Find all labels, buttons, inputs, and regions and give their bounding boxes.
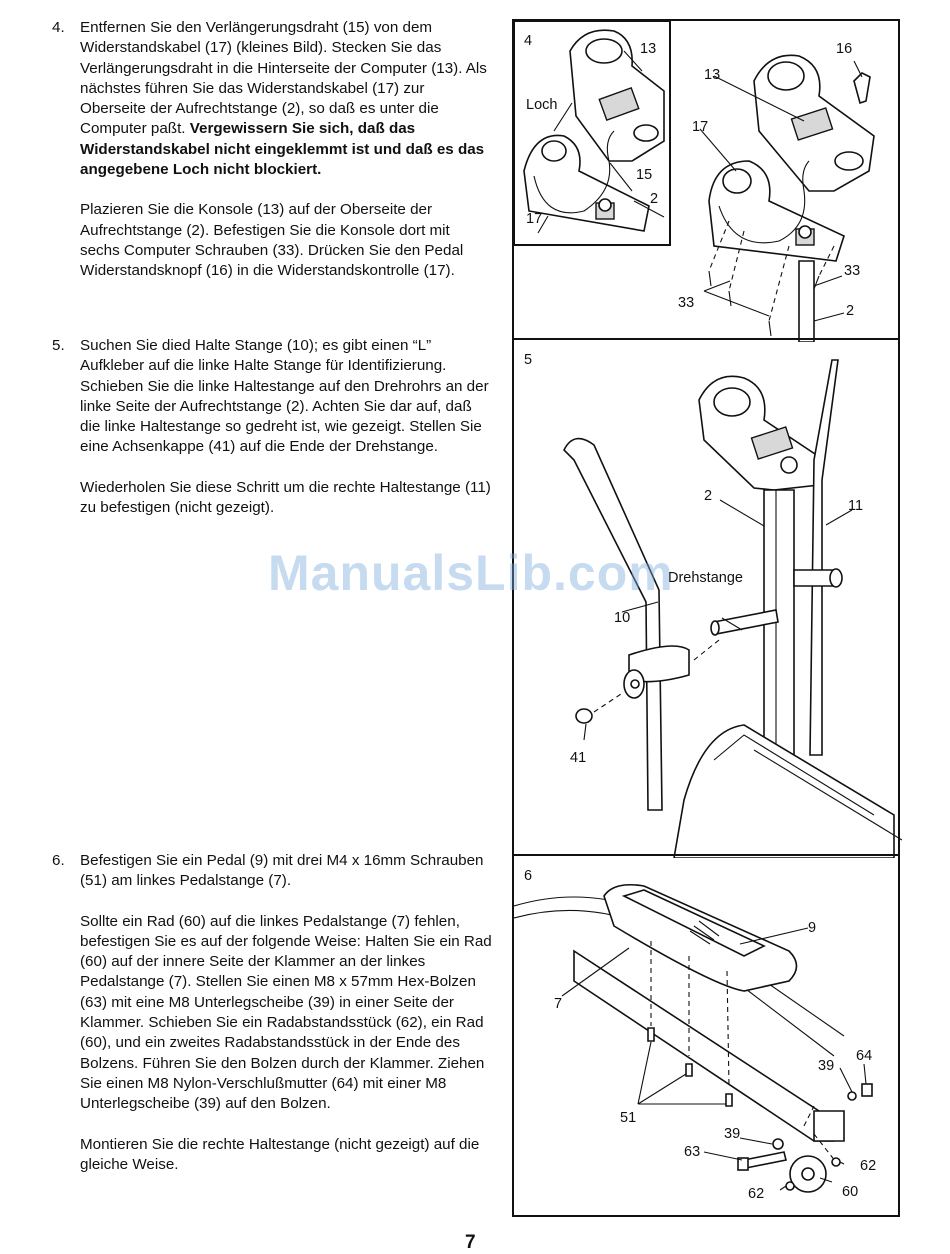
step-number: 6. [52, 852, 65, 869]
inset-callout-13: 13 [640, 41, 657, 57]
step-number: 5. [52, 337, 65, 354]
figure-6-number: 6 [524, 868, 533, 884]
step-6-paragraph-3: Montieren Sie die rechte Haltestange (nicht gezeigt) auf die gleiche Weise. [80, 1135, 480, 1173]
callout-16: 16 [836, 41, 853, 57]
callout-60: 60 [842, 1184, 859, 1200]
figure-6-drawing [514, 856, 902, 1219]
callout-51: 51 [620, 1110, 637, 1126]
page-number: 7 [465, 1232, 476, 1253]
step-4 [52, 18, 492, 302]
inset-label-loch: Loch [526, 97, 558, 113]
resistance-knob-icon [854, 73, 870, 103]
figure-4-drawing [514, 21, 902, 342]
callout-39-lower: 39 [724, 1126, 741, 1142]
figure-6 [512, 854, 900, 1217]
step-6 [52, 851, 492, 1195]
watermark: ManualsLib.com [268, 545, 674, 601]
callout-33-right: 33 [844, 263, 861, 279]
figure-4 [512, 19, 900, 340]
callout-33-left: 33 [678, 295, 695, 311]
inset-callout-2: 2 [650, 191, 659, 207]
step-4-text: Entfernen Sie den Verlängerungsdraht (15) von dem Widerstandskabel (17) (kleines Bild). Stecken Sie das Verlängerungsdraht in die Hinterseite der Computer (13). Als nächstes führen Sie das Widerstandskabel (17) zur Oberseite der Aufrechtstange (2), so daß es unter die Computer paßt. [80, 19, 487, 138]
callout-63: 63 [684, 1144, 701, 1160]
step-5-paragraph-2: Wiederholen Sie diese Schritt um die rechte Haltestange (11) zu befestigen (nicht gezeigt). [80, 478, 491, 517]
callout-17: 17 [692, 119, 709, 135]
inset-figure-number: 4 [524, 33, 533, 49]
inset-callout-17: 17 [526, 211, 543, 227]
step-4-warning: Vergewissern Sie sich, daß das Widerstandskabel nicht eingeklemmt ist und daß es das angegebene Loch nicht blockiert. [80, 120, 485, 179]
callout-2: 2 [704, 488, 713, 504]
callout-64: 64 [856, 1048, 873, 1064]
figure-5-number: 5 [524, 352, 533, 368]
step-6-paragraph-2: Sollte ein Rad (60) auf die linkes Pedalstange (7) fehlen, befestigen Sie es auf der folgende Weise: Halten Sie ein Rad (60) auf der innere Seite der Klammer an der linkes Pedalstange (7). Stellen Sie einen M8 x 57mm Hex-Bolzen (63) mit eine M8 Unterlegscheibe (39) in einer Seite der Klammer. Schieben Sie ein Radabstandsstück (62), ein Rad (60), und ein zweites Radabstandsstück in der Ende des Bolzens. Führen Sie den Bolzen durch der Klammer. Ziehen Sie einen M8 Nylon-Verschlußmutter (64) mit einer M8 Unterlegscheibe (39) auf den Bolzen. [80, 912, 492, 1113]
callout-9: 9 [808, 920, 817, 936]
callout-13: 13 [704, 67, 721, 83]
step-4-paragraph-1 [80, 18, 492, 180]
handlebar-assembly-illustration [564, 360, 902, 858]
step-6-paragraph-1: Befestigen Sie ein Pedal (9) mit drei M4 x 16mm Schrauben (51) am linkes Pedalstange (7). [80, 852, 484, 890]
label-drehstange: Drehstange [668, 570, 743, 586]
callout-7: 7 [554, 996, 563, 1012]
callout-41: 41 [570, 750, 587, 766]
resistance-knob-icon [781, 457, 797, 473]
callout-2: 2 [846, 303, 855, 319]
step-number: 4. [52, 19, 65, 36]
callout-39-upper: 39 [818, 1058, 835, 1074]
callout-62-left: 62 [748, 1186, 765, 1202]
step-5-paragraph-1: Suchen Sie died Halte Stange (10); es gibt einen “L” Aufkleber auf die linke Halte Stange für Identifizierung. Schieben Sie die linke Haltestange auf den Drehrohrs an der linke Seite der Aufrechtstange (2). Achten Sie dar auf, daß die linke Haltestange so gedreht ist, wie gezeigt. Stellen Sie eine Achsenkappe (41) auf die Ende der Drehstange. [80, 337, 489, 456]
console-assembly-illustration [700, 55, 874, 342]
callout-11: 11 [848, 498, 864, 514]
callout-10: 10 [614, 610, 631, 626]
axle-cap-icon [576, 709, 592, 723]
step-4-paragraph-2: Plazieren Sie die Konsole (13) auf der Oberseite der Aufrechtstange (2). Befestigen Sie die Konsole dort mit sechs Computer Schrauben (33). Drücken Sie den Pedal Widerstandsknopf (16) in die Widerstandskontrolle (17). [80, 201, 464, 280]
inset-callout-15: 15 [636, 167, 653, 183]
step-5 [52, 336, 492, 538]
callout-62-right: 62 [860, 1158, 877, 1174]
